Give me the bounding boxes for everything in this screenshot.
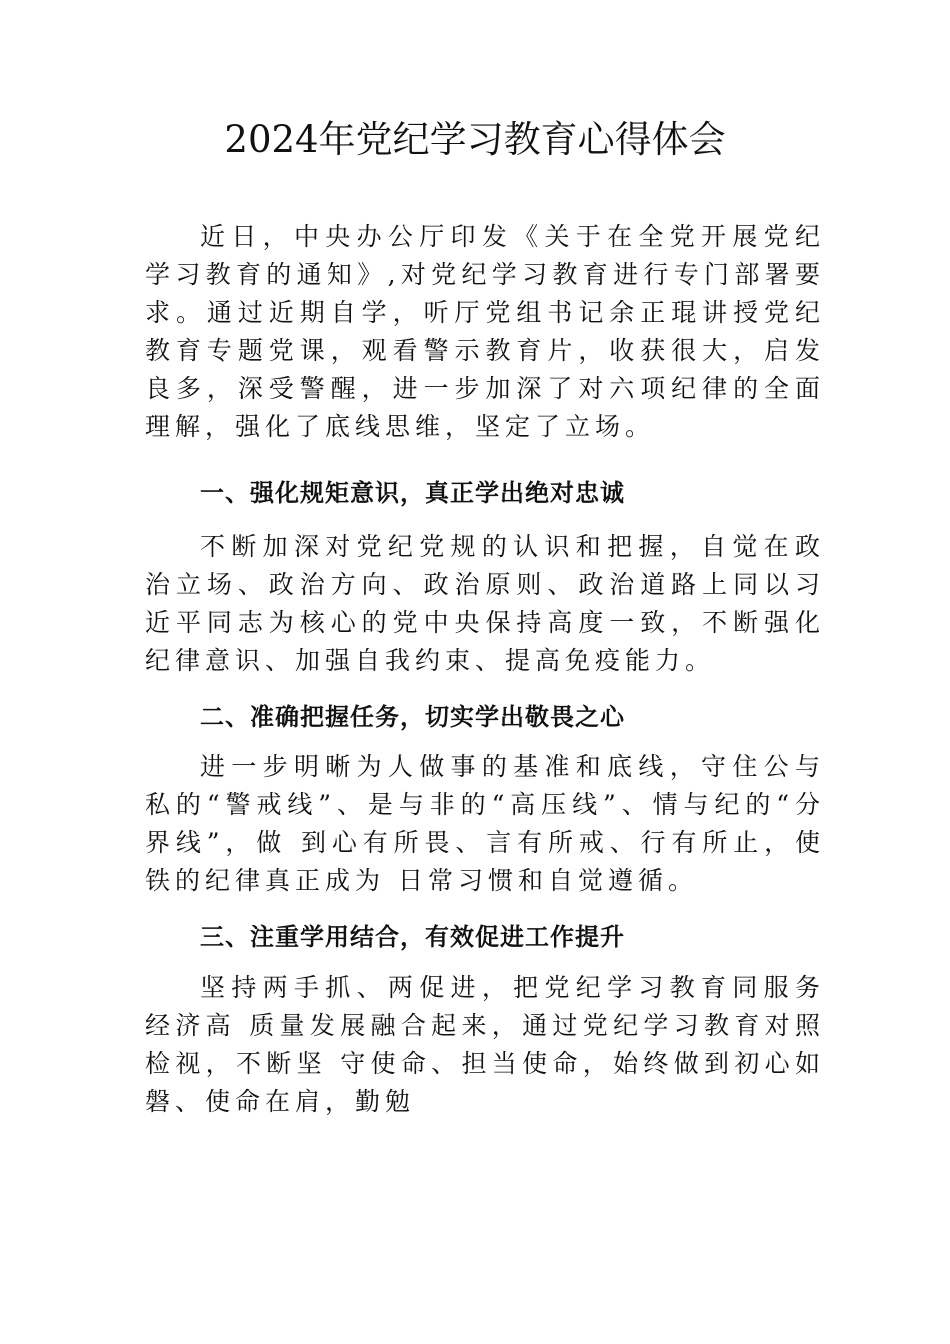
section-heading-1: 一、强化规矩意识，真正学出绝对忠诚 <box>200 479 625 507</box>
document-title: 2024年党纪学习教育心得体会 <box>224 118 726 161</box>
section-heading-2: 二、准确把握任务，切实学出敬畏之心 <box>200 703 625 731</box>
section-paragraph-2: 进一步明晰为人做事的基准和底线，守住公与私的“警戒线”、是与非的“高压线”、情与纪的“分界线”，做 到心有所畏、言有所戒、行有所止，使铁的纪律真正成为 日常习惯和自觉遵循。 <box>145 752 825 895</box>
section-paragraph-1: 不断加深对党纪党规的认识和把握，自觉在政治立场、政治方向、政治原则、政治道路上同以习近平同志为核心的党中央保持高度一致，不断强化纪律意识、加强自我约束、提高免疫能力。 <box>145 532 825 675</box>
section-paragraph-3: 坚持两手抓、两促进，把党纪学习教育同服务经济高 质量发展融合起来，通过党纪学习教育对照检视，不断坚 守使命、担当使命，始终做到初心如磐、使命在肩，勤勉 <box>145 973 825 1116</box>
intro-paragraph: 近日，中央办公厅印发《关于在全党开展党纪学习教育的通知》,对党纪学习教育进行专门部署要求。通过近期自学，听厅党组书记余正琨讲授党纪教育专题党课，观看警示教育片，收获很大，启发良多，深受警醒，进一步加深了对六项纪律的全面理解，强化了底线思维，坚定了立场。 <box>145 222 825 441</box>
section-heading-3: 三、注重学用结合，有效促进工作提升 <box>200 923 625 951</box>
